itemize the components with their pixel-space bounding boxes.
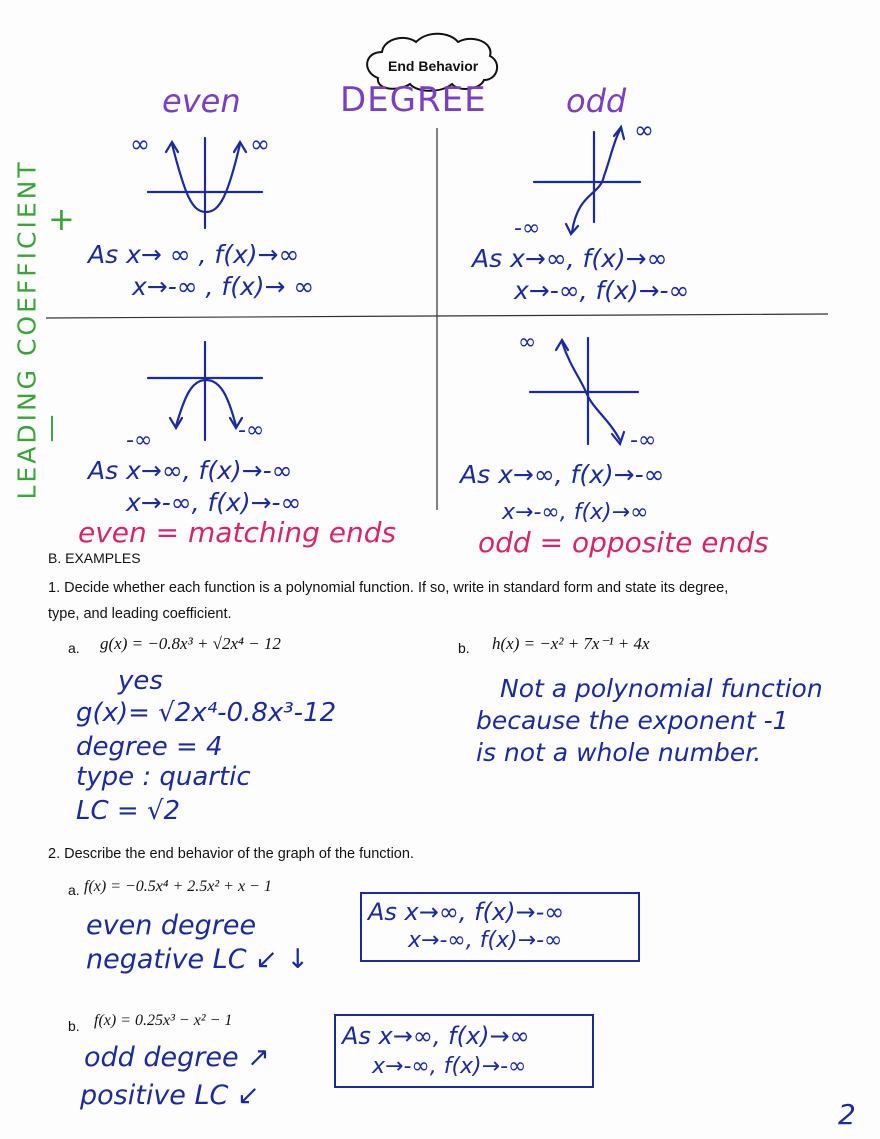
q1b-answer-line2: because the exponent -1	[476, 706, 789, 735]
q4-line2: x→-∞, f(x)→∞	[502, 500, 649, 525]
q1b-expression: h(x) = −x² + 7x⁻¹ + 4x	[492, 634, 650, 653]
q1a-answer-standard-form: g(x)= √2x⁴-0.8x³-12	[76, 698, 337, 728]
negative-sign: —	[37, 414, 71, 443]
graph-even-positive	[148, 138, 262, 228]
q2-line2: x→-∞, f(x)→-∞	[514, 276, 690, 305]
even-rule-note: even = matching ends	[78, 516, 397, 549]
q1b-answer-line3: is not a whole number.	[476, 738, 762, 767]
q3-arrow-left-label: -∞	[126, 428, 153, 453]
q2b-answer-box	[334, 1014, 594, 1088]
q1b-label: b.	[458, 640, 470, 656]
odd-rule-note: odd = opposite ends	[478, 526, 769, 559]
odd-label: odd	[566, 82, 627, 120]
q3-arrow-right-label: -∞	[238, 418, 265, 443]
q2a-expression: f(x) = −0.5x⁴ + 2.5x² + x − 1	[84, 878, 272, 895]
q2-arrow-bottom-label: -∞	[514, 216, 541, 241]
q1-prompt-line2: type, and leading coefficient.	[48, 606, 232, 622]
q2a-box-line1: As x→∞, f(x)→-∞	[368, 898, 565, 926]
page-title: End Behavior	[388, 58, 479, 74]
q1a-label: a.	[68, 640, 80, 656]
q2b-work-lc: positive LC ↙	[80, 1080, 260, 1111]
q2b-work-degree: odd degree ↗	[84, 1042, 270, 1073]
q2b-box-line1: As x→∞, f(x)→∞	[342, 1022, 530, 1050]
q2a-work-degree: even degree	[86, 910, 257, 941]
q1a-expression: g(x) = −0.8x³ + √2x⁴ − 12	[100, 634, 281, 653]
q2a-label: a.	[68, 882, 80, 898]
leading-coefficient-label: LEADING COEFFICIENT	[12, 159, 42, 500]
q2b-box-line2: x→-∞, f(x)→-∞	[372, 1054, 527, 1079]
q1-line2: x→-∞ , f(x)→ ∞	[132, 272, 315, 301]
q1a-answer-type: type : quartic	[76, 762, 251, 792]
degree-label: DEGREE	[340, 80, 487, 120]
q1-arrow-left-label: ∞	[130, 130, 150, 158]
q2-arrow-top-label: ∞	[634, 116, 654, 144]
q1-line1: As x→ ∞ , f(x)→∞	[88, 240, 300, 269]
q3-line1: As x→∞, f(x)→-∞	[88, 456, 293, 485]
q1a-answer-lc: LC = √2	[76, 796, 181, 826]
q2a-answer-box	[360, 892, 640, 962]
q2-prompt: 2. Describe the end behavior of the graph of the function.	[48, 846, 414, 862]
q1-prompt-line1: 1. Decide whether each function is a polynomial function. If so, write in standard form and state its degree,	[48, 580, 729, 596]
q2b-expression: f(x) = 0.25x³ − x² − 1	[94, 1012, 233, 1029]
q2a-box-line2: x→-∞, f(x)→-∞	[408, 928, 563, 953]
q4-arrow-bottom-label: -∞	[630, 428, 657, 453]
q2-line1: As x→∞, f(x)→∞	[472, 244, 668, 273]
q2a-work-lc: negative LC ↙ ↓	[86, 944, 309, 975]
examples-heading: B. EXAMPLES	[48, 550, 141, 566]
q1b-answer-line1: Not a polynomial function	[500, 674, 823, 703]
q1a-answer-degree: degree = 4	[76, 732, 223, 762]
page-number: 2	[838, 1098, 856, 1131]
q4-arrow-top-label: ∞	[518, 330, 537, 355]
graph-odd-positive	[534, 127, 640, 234]
q4-line1: As x→∞, f(x)→-∞	[460, 460, 665, 489]
q2b-label: b.	[68, 1018, 80, 1034]
positive-sign: +	[48, 200, 75, 238]
q1-arrow-right-label: ∞	[250, 130, 270, 158]
graph-odd-negative	[530, 338, 638, 444]
q1a-answer-yes: yes	[118, 666, 163, 696]
q3-line2: x→-∞, f(x)→-∞	[126, 488, 302, 517]
even-label: even	[162, 82, 241, 120]
